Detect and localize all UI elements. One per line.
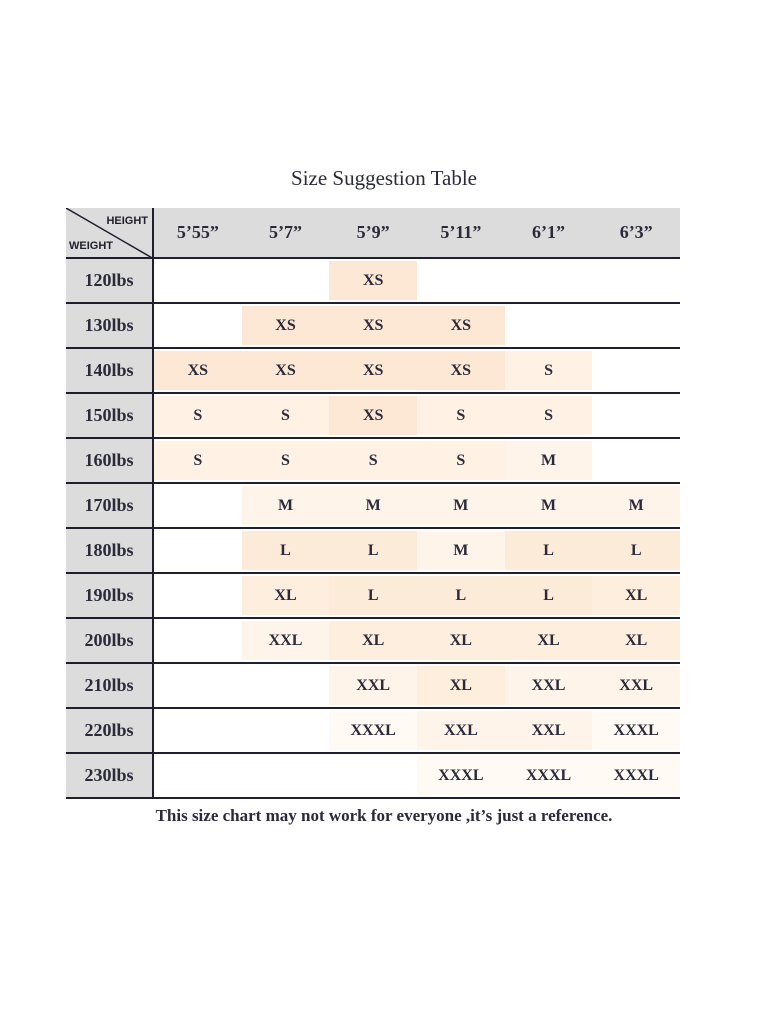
size-cell <box>242 261 330 300</box>
size-cell: XL <box>329 621 417 660</box>
size-cell <box>154 261 242 300</box>
weight-cell: 170lbs <box>66 484 154 527</box>
size-cell: S <box>505 396 593 435</box>
size-cell: M <box>417 531 505 570</box>
size-cell: XXL <box>592 666 680 705</box>
weight-axis-label: WEIGHT <box>69 240 113 252</box>
size-cell <box>242 711 330 750</box>
table-header-row <box>66 208 680 259</box>
table-row <box>66 709 680 754</box>
size-cell <box>417 261 505 300</box>
page-title: Size Suggestion Table <box>291 166 477 190</box>
size-cell: XL <box>417 666 505 705</box>
size-cell: XXL <box>242 621 330 660</box>
size-cell <box>329 756 417 795</box>
size-cell: XXL <box>329 666 417 705</box>
table-row <box>66 664 680 709</box>
size-cell: XL <box>592 576 680 615</box>
weight-cell: 120lbs <box>66 259 154 302</box>
weight-cell: 180lbs <box>66 529 154 572</box>
size-cell: XS <box>417 306 505 345</box>
size-cell: M <box>329 486 417 525</box>
size-cell <box>592 396 680 435</box>
size-cell: M <box>417 486 505 525</box>
size-cell: XXXL <box>592 756 680 795</box>
table-row <box>66 619 680 664</box>
size-cell: XXXL <box>505 756 593 795</box>
height-axis-label: HEIGHT <box>106 215 148 227</box>
size-cell: XXL <box>505 711 593 750</box>
size-cell: XL <box>417 621 505 660</box>
size-cell: L <box>329 576 417 615</box>
size-cell <box>154 486 242 525</box>
size-cell: M <box>505 441 593 480</box>
size-cell <box>592 351 680 390</box>
size-cell <box>505 306 593 345</box>
table-row <box>66 529 680 574</box>
size-cell: XS <box>329 396 417 435</box>
table-row <box>66 259 680 304</box>
size-cell: XS <box>329 351 417 390</box>
table-row <box>66 439 680 484</box>
height-header: 6’1” <box>532 222 566 242</box>
size-cell <box>592 306 680 345</box>
size-cell: XXL <box>417 711 505 750</box>
size-cell <box>154 306 242 345</box>
size-cell: S <box>154 396 242 435</box>
height-header: 5’55” <box>176 222 219 242</box>
weight-cell: 190lbs <box>66 574 154 617</box>
size-cell: XXL <box>505 666 593 705</box>
table-body <box>66 259 680 799</box>
size-cell <box>505 261 593 300</box>
size-cell: XS <box>417 351 505 390</box>
size-cell: S <box>505 351 593 390</box>
size-cell: L <box>505 576 593 615</box>
size-cell: XL <box>505 621 593 660</box>
table-row <box>66 349 680 394</box>
size-cell: XXXL <box>417 756 505 795</box>
height-header: 5’9” <box>356 222 390 242</box>
size-cell <box>154 711 242 750</box>
table-row <box>66 574 680 619</box>
height-header: 5’11” <box>440 222 482 242</box>
size-cell: XS <box>242 306 330 345</box>
size-cell: XS <box>242 351 330 390</box>
weight-cell: 220lbs <box>66 709 154 752</box>
size-cell: M <box>592 486 680 525</box>
table-row <box>66 484 680 529</box>
size-cell: S <box>417 441 505 480</box>
size-cell: S <box>154 441 242 480</box>
weight-cell: 200lbs <box>66 619 154 662</box>
size-cell: XL <box>592 621 680 660</box>
size-cell <box>154 621 242 660</box>
size-cell <box>154 531 242 570</box>
size-cell: L <box>417 576 505 615</box>
size-cell <box>592 261 680 300</box>
size-cell <box>154 576 242 615</box>
size-cell: L <box>242 531 330 570</box>
size-cell <box>154 756 242 795</box>
weight-cell: 210lbs <box>66 664 154 707</box>
size-table <box>66 208 680 799</box>
table-row <box>66 394 680 439</box>
height-header: 5’7” <box>269 222 302 242</box>
weight-cell: 230lbs <box>66 754 154 797</box>
size-cell: S <box>242 441 330 480</box>
height-header: 6’3” <box>619 222 653 242</box>
weight-cell: 150lbs <box>66 394 154 437</box>
weight-cell: 160lbs <box>66 439 154 482</box>
size-cell: L <box>329 531 417 570</box>
weight-cell: 140lbs <box>66 349 154 392</box>
size-cell: L <box>592 531 680 570</box>
size-cell: S <box>242 396 330 435</box>
size-cell: XS <box>329 306 417 345</box>
size-cell: L <box>505 531 593 570</box>
size-cell: XXXL <box>329 711 417 750</box>
size-cell: M <box>242 486 330 525</box>
size-cell: S <box>329 441 417 480</box>
size-cell: S <box>417 396 505 435</box>
size-cell: XS <box>154 351 242 390</box>
size-cell <box>154 666 242 705</box>
weight-cell: 130lbs <box>66 304 154 347</box>
size-cell <box>242 666 330 705</box>
size-cell: XS <box>329 261 417 300</box>
size-cell <box>592 441 680 480</box>
corner-cell <box>66 208 154 257</box>
size-cell: XXXL <box>592 711 680 750</box>
table-row <box>66 304 680 349</box>
size-cell <box>242 756 330 795</box>
size-cell: XL <box>242 576 330 615</box>
table-row <box>66 754 680 799</box>
disclaimer-note: This size chart may not work for everyone ,it’s just a reference. <box>155 806 613 825</box>
size-cell: M <box>505 486 593 525</box>
